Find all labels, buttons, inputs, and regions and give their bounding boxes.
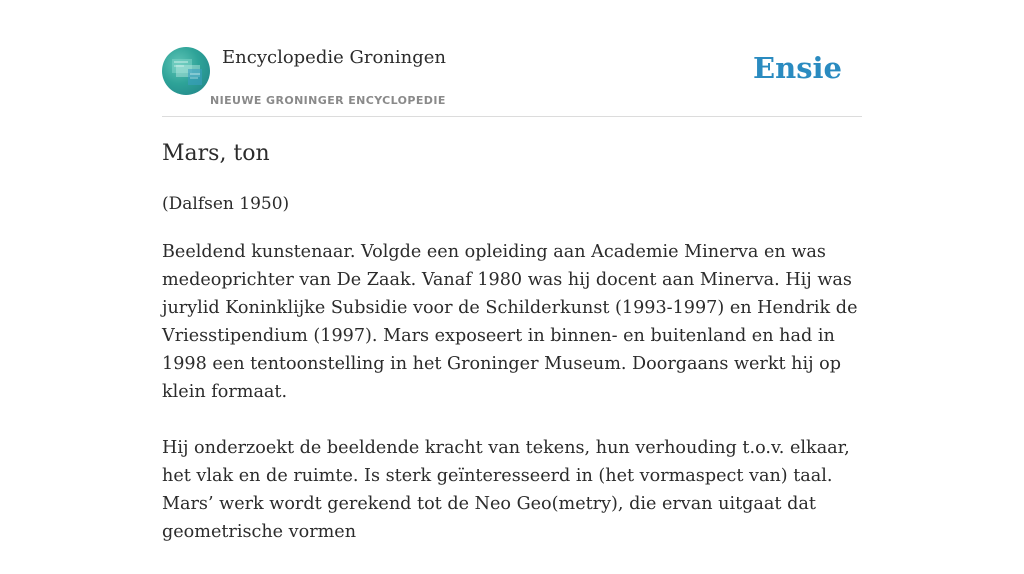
site-subtitle: NIEUWE GRONINGER ENCYCLOPEDIE <box>210 94 446 107</box>
entry-body <box>162 238 862 574</box>
logo-graphic <box>162 47 210 95</box>
site-header <box>162 0 862 117</box>
entry-paragraph: Beeldend kunstenaar. Volgde een opleiding aan Academie Minerva en was medeoprichter van De Zaak. Vanaf 1980 was hij docent aan Minerva. Hij was jurylid Koninklijke Subsidie voor de Schilderkunst (1993-1997) en Hendrik de Vriesstipendium (1997). Mars exposeert in binnen- en buitenland en had in 1998 een tentoonstelling in het Groninger Museum. Doorgaans werkt hij op klein formaat. <box>162 242 858 402</box>
encyclopedia-logo-icon[interactable] <box>162 47 210 95</box>
entry-meta: (Dalfsen 1950) <box>162 194 290 214</box>
site-title[interactable]: Encyclopedie Groningen <box>222 47 447 68</box>
entry-title: Mars, ton <box>162 141 270 166</box>
ensie-brand-link[interactable]: Ensie <box>753 51 842 85</box>
entry-paragraph: Hij onderzoekt de beeldende kracht van tekens, hun verhouding t.o.v. elkaar, het vlak en de ruimte. Is sterk geïnteresseerd in (het vormaspect van) taal. Mars’ werk wordt gerekend tot de Neo Geo(metry), die ervan uitgaat dat geometrische vormen <box>162 438 850 542</box>
